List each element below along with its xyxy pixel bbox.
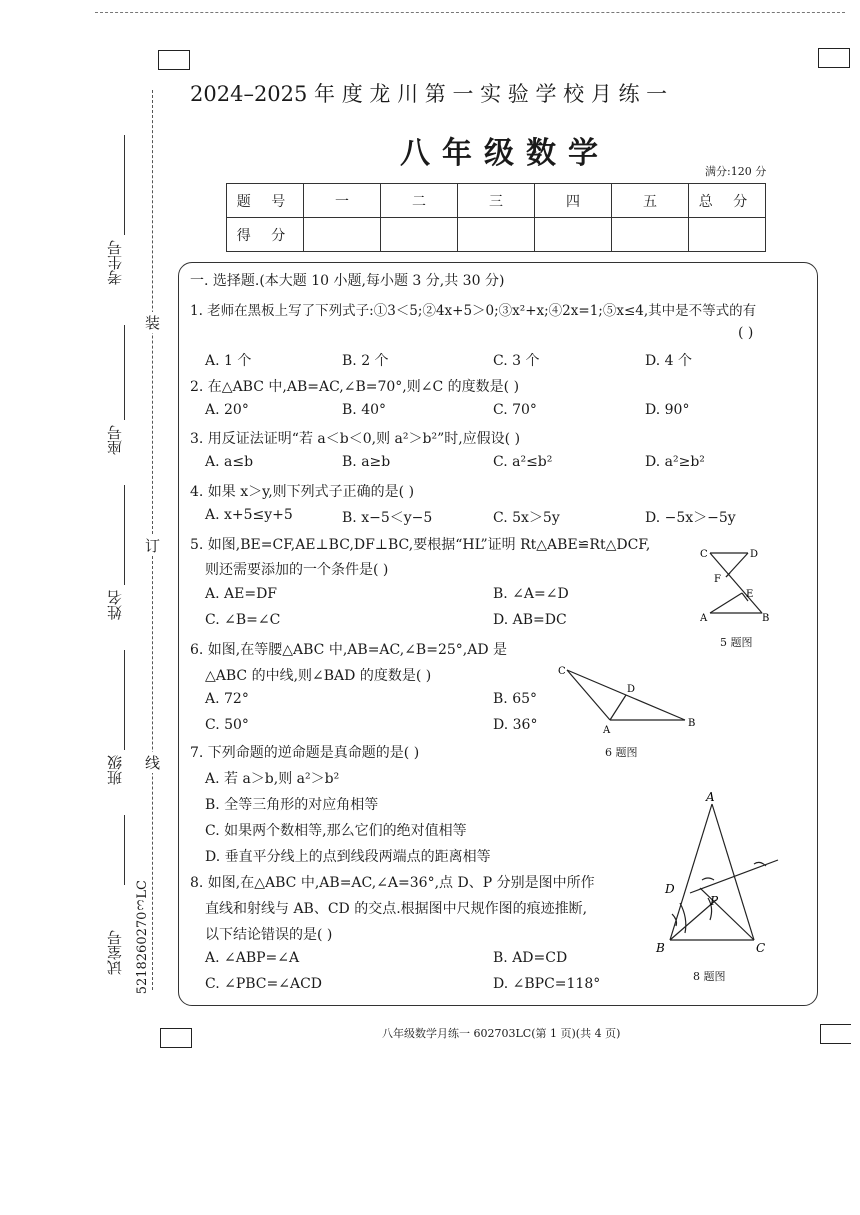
field-class-line[interactable] [124, 650, 125, 750]
q2-option-b: B. 40° [342, 402, 387, 418]
q6-point-a: A [603, 725, 611, 735]
q5-figure [700, 545, 790, 625]
score-table-cell: 得 分 [227, 218, 304, 252]
q7-stem: 7. 下列命题的逆命题是真命题的是( ) [190, 745, 420, 761]
score-table-cell: 题 号 [227, 184, 304, 218]
binding-mark: 线 [145, 754, 161, 772]
q8-stem-line3: 以下结论错误的是( ) [205, 927, 333, 943]
q5-stem-line1: 5. 如图,BE=CF,AE⊥BC,DF⊥BC,要根据“HL”证明 Rt△ABE≌Rt△DCF, [190, 537, 651, 553]
binding-code: 5218260270３LC [135, 880, 150, 995]
field-exam-number-label: 考生号 [106, 240, 124, 285]
field-exam-number-line[interactable] [124, 135, 125, 235]
q2-option-c: C. 70° [493, 402, 537, 418]
q6-option-a: A. 72° [205, 691, 249, 707]
binding-mark: 装 [145, 314, 161, 332]
q1-option-a: A. 1 个 [205, 353, 252, 369]
q5-option-a: A. AE=DF [205, 586, 278, 602]
q8-point-b: B [656, 941, 665, 955]
section-heading: 一. 选择题.(本大题 10 小题,每小题 3 分,共 30 分) [190, 273, 505, 289]
q8-figure-caption: 8 题图 [693, 970, 726, 983]
q2-stem: 2. 在△ABC 中,AB=AC,∠B=70°,则∠C 的度数是( ) [190, 379, 520, 395]
q6-figure-caption: 6 题图 [605, 746, 638, 759]
field-name-line[interactable] [124, 485, 125, 585]
q7-option-c: C. 如果两个数相等,那么它们的绝对值相等 [205, 823, 467, 839]
score-entry-cell[interactable] [612, 218, 689, 252]
q2-option-d: D. 90° [645, 402, 690, 418]
q5-option-c: C. ∠B=∠C [205, 612, 281, 628]
q7-option-b: B. 全等三角形的对应角相等 [205, 797, 379, 813]
q6-option-c: C. 50° [205, 717, 249, 733]
field-class-label: 班级 [106, 755, 124, 785]
q5-option-d: D. AB=DC [493, 612, 567, 628]
q6-stem-line1: 6. 如图,在等腰△ABC 中,AB=AC,∠B=25°,AD 是 [190, 642, 507, 658]
corner-mark [818, 48, 850, 68]
q5-point-d: D [750, 549, 759, 560]
q4-stem: 4. 如果 x＞y,则下列式子正确的是( ) [190, 484, 415, 500]
q8-point-a: A [706, 790, 715, 804]
school-title: 2024–2025 年 度 龙 川 第 一 实 验 学 校 月 练 一 [190, 82, 668, 106]
q6-stem-line2: △ABC 的中线,则∠BAD 的度数是( ) [205, 668, 432, 684]
score-table-cell: 四 [535, 184, 612, 218]
q1-option-c: C. 3 个 [493, 353, 540, 369]
full-mark: 满分:120 分 [705, 165, 767, 178]
q4-option-c: C. 5x＞5y [493, 510, 560, 526]
score-table-cell: 五 [612, 184, 689, 218]
q4-option-a: A. x+5≤y+5 [205, 507, 293, 523]
q1-option-b: B. 2 个 [342, 353, 389, 369]
page-footer: 八年级数学月练一 602703LC(第 1 页)(共 4 页) [382, 1027, 621, 1040]
q5-point-c: C [700, 549, 708, 560]
q6-option-b: B. 65° [493, 691, 538, 707]
score-entry-cell[interactable] [381, 218, 458, 252]
q6-point-c: C [558, 666, 566, 677]
scan-top-line [95, 12, 845, 13]
q1-stem: 1. 老师在黑板上写了下列式子:①3＜5;②4x+5＞0;③x²+x;④2x=1;⑤x≤4,其中是不等式的有 [190, 303, 757, 319]
q7-option-d: D. 垂直平分线上的点到线段两端点的距离相等 [205, 849, 491, 865]
q5-point-a: A [700, 613, 708, 624]
corner-mark [820, 1024, 851, 1044]
q3-option-b: B. a≥b [342, 454, 391, 470]
score-table-cell: 一 [304, 184, 381, 218]
field-room-line[interactable] [124, 815, 125, 885]
q6-option-d: D. 36° [493, 717, 538, 733]
q1-option-d: D. 4 个 [645, 353, 692, 369]
q3-option-a: A. a≤b [205, 454, 254, 470]
q2-option-a: A. 20° [205, 402, 249, 418]
q5-point-f: F [714, 574, 721, 585]
q8-option-b: B. AD=CD [493, 950, 568, 966]
score-entry-cell[interactable] [458, 218, 535, 252]
corner-mark [160, 1028, 192, 1048]
q8-figure [650, 788, 790, 963]
score-entry-cell[interactable] [304, 218, 381, 252]
q3-option-c: C. a²≤b² [493, 454, 553, 470]
q8-option-a: A. ∠ABP=∠A [205, 950, 300, 966]
q1-answer-paren[interactable]: ( ) [738, 325, 754, 341]
score-table-cell: 二 [381, 184, 458, 218]
q5-stem-line2: 则还需要添加的一个条件是( ) [205, 562, 389, 578]
score-entry-cell[interactable] [535, 218, 612, 252]
q8-point-c: C [756, 941, 766, 955]
field-seat-line[interactable] [124, 325, 125, 420]
score-table-cell: 三 [458, 184, 535, 218]
score-table-cell: 总 分 [689, 184, 766, 218]
score-table-header-row [227, 184, 766, 218]
binding-mark: 订 [145, 537, 161, 555]
q8-stem-line2: 直线和射线与 AB、CD 的交点.根据图中尺规作图的痕迹推断, [205, 901, 588, 917]
q6-point-d: D [627, 684, 636, 695]
q5-option-b: B. ∠A=∠D [493, 586, 569, 602]
corner-mark [158, 50, 190, 70]
score-table [226, 183, 766, 252]
q8-stem-line1: 8. 如图,在△ABC 中,AB=AC,∠A=36°,点 D、P 分别是图中所作 [190, 875, 595, 891]
q8-option-d: D. ∠BPC=118° [493, 976, 601, 992]
q5-point-e: E [746, 589, 754, 600]
q4-option-b: B. x−5＜y−5 [342, 510, 433, 526]
q3-option-d: D. a²≥b² [645, 454, 705, 470]
q5-point-b: B [762, 613, 770, 624]
q8-point-p: P [710, 894, 719, 908]
q8-option-c: C. ∠PBC=∠ACD [205, 976, 323, 992]
q3-stem: 3. 用反证法证明“若 a＜b＜0,则 a²＞b²”时,应假设( ) [190, 431, 521, 447]
q6-figure [555, 660, 705, 735]
field-room-label: 试室号 [106, 930, 124, 975]
score-table-score-row [227, 218, 766, 252]
field-name-label: 姓名 [106, 590, 124, 620]
q6-point-b: B [688, 718, 696, 729]
field-seat-label: 座号 [106, 425, 124, 455]
q8-point-d: D [665, 882, 675, 896]
score-entry-cell[interactable] [689, 218, 766, 252]
subject-title: 八年级数学 [400, 136, 610, 171]
q5-figure-caption: 5 题图 [720, 636, 753, 649]
q4-option-d: D. −5x＞−5y [645, 510, 736, 526]
q7-option-a: A. 若 a＞b,则 a²＞b² [205, 771, 340, 787]
